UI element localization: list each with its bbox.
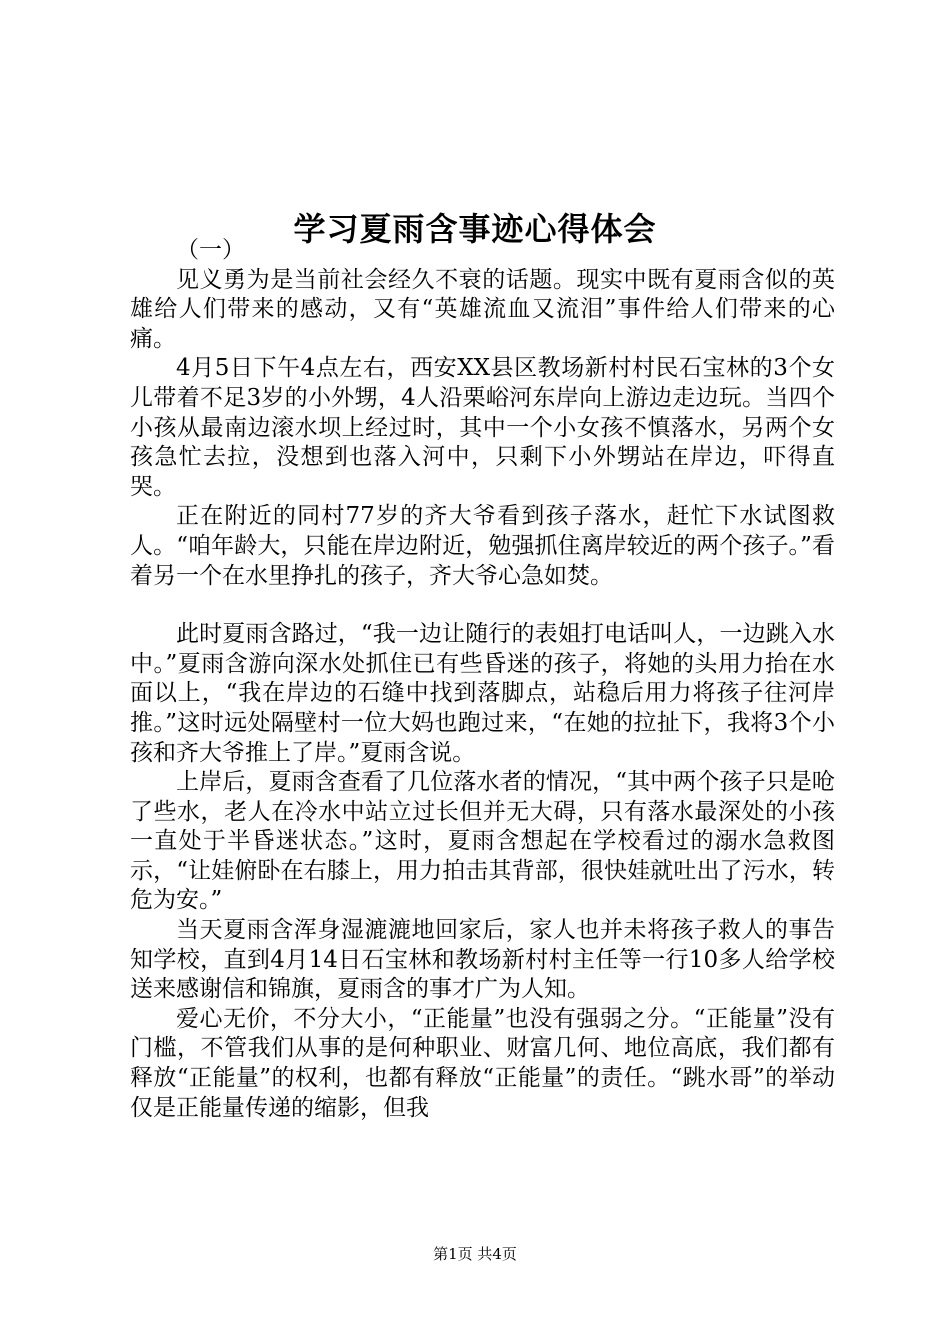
- paragraph: 4月5日下午4点左右，西安XX县区教场新村村民石宝林的3个女儿带着不足3岁的小外甥，4人沿栗峪河东岸向上游边走边玩。当四个小孩从最南边滚水坝上经过时，其中一个小女孩不慎落水，另两个女孩急忙去拉，没想到也落入河中，只剩下小外甥站在岸边，吓得直哭。: [130, 355, 835, 500]
- paragraph: 爱心无价，不分大小，“正能量”也没有强弱之分。“正能量”没有门槛，不管我们从事的是何种职业、财富几何、地位高底，我们都有释放“正能量”的权利，也都有释放“正能量”的责任。“跳水哥”的举动仅是正能量传递的缩影，但我: [130, 1005, 835, 1121]
- paragraph: 上岸后，夏雨含查看了几位落水者的情况，“其中两个孩子只是呛了些水，老人在冷水中站立过长但并无大碍，只有落水最深处的小孩一直处于半昏迷状态。”这时，夏雨含想起在学校看过的溺水急救图示，“让娃俯卧在右膝上，用力拍击其背部，很快娃就吐出了污水，转危为安。”: [130, 769, 835, 914]
- paragraph: 见义勇为是当前社会经久不衰的话题。现实中既有夏雨含似的英雄给人们带来的感动，又有“英雄流血又流泪”事件给人们带来的心痛。: [130, 266, 835, 352]
- page-footer: 第1页 共4页: [433, 1245, 517, 1263]
- document-body: [130, 236, 835, 1123]
- paragraph: 此时夏雨含路过，“我一边让随行的表姐打电话叫人，一边跳入水中。”夏雨含游向深水处抓住已有些昏迷的孩子，将她的头用力抬在水面以上，“我在岸边的石缝中找到落脚点，站稳后用力将孩子往河岸推。”这时远处隔壁村一位大妈也跑过来，“在她的拉扯下，我将3个小孩和齐大爷推上了岸。”夏雨含说。: [130, 621, 835, 766]
- document-title: 学习夏雨含事迹心得体会: [293, 210, 657, 249]
- paragraph: 当天夏雨含浑身湿漉漉地回家后，家人也并未将孩子救人的事告知学校，直到4月14日石宝林和教场新村村主任等一行10多人给学校送来感谢信和锦旗，夏雨含的事才广为人知。: [130, 917, 835, 1003]
- section-marker: （一）: [176, 237, 245, 263]
- paragraph: 正在附近的同村77岁的齐大爷看到孩子落水，赶忙下水试图救人。“咱年龄大，只能在岸边附近，勉强抓住离岸较近的两个孩子。”看着另一个在水里挣扎的孩子，齐大爷心急如焚。: [130, 503, 835, 589]
